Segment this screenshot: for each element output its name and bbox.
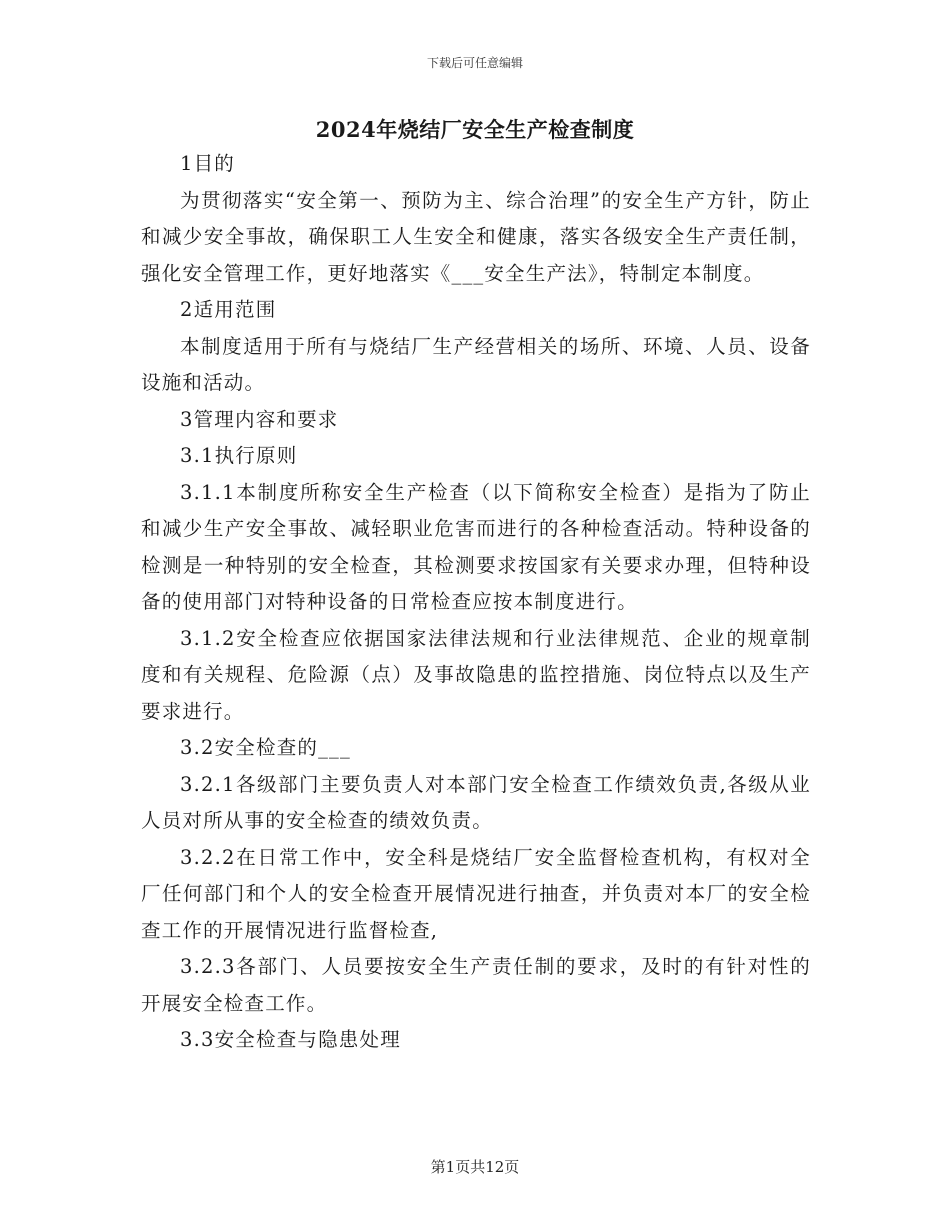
paragraph-3-2-3: 3.2.3各部门、人员要按安全生产责任制的要求，及时的有针对性的开展安全检查工作。 — [141, 955, 811, 1015]
paragraph-3-2-1: 3.2.1各级部门主要负责人对本部门安全检查工作绩效负责,各级从业人员对所从事的安全检查的绩效负责。 — [141, 772, 811, 832]
paragraph-section-1-heading: 1目的 — [180, 152, 236, 175]
paragraph-section-2-heading: 2适用范围 — [180, 298, 277, 321]
document-body — [141, 146, 811, 1059]
paragraph-scope: 本制度适用于所有与烧结厂生产经营相关的场所、环境、人员、设备设施和活动。 — [141, 334, 811, 394]
paragraph-section-3-1-heading: 3.1执行原则 — [180, 444, 298, 467]
paragraph-purpose: 为贯彻落实“安全第一、预防为主、综合治理”的安全生产方针，防止和减少安全事故，确保职工人生安全和健康，落实各级安全生产责任制，强化安全管理工作，更好地落实《___安全生产法》，特制定本制度。 — [141, 188, 811, 285]
paragraph-3-1-2: 3.1.2安全检查应依据国家法律法规和行业法律规范、企业的规章制度和有关规程、危险源（点）及事故隐患的监控措施、岗位特点以及生产要求进行。 — [141, 626, 811, 723]
paragraph-3-1-1: 3.1.1本制度所称安全生产检查（以下简称安全检查）是指为了防止和减少生产安全事故、减轻职业危害而进行的各种检查活动。特种设备的检测是一种特别的安全检查，其检测要求按国家有关要求办理，但特种设备的使用部门对特种设备的日常检查应按本制度进行。 — [141, 480, 811, 613]
page-header-note: 下载后可任意编辑 — [426, 56, 523, 70]
paragraph-section-3-heading: 3管理内容和要求 — [180, 407, 339, 431]
page-number-footer: 第1页共12页 — [430, 1158, 520, 1176]
paragraph-section-3-3-heading: 3.3安全检查与隐患处理 — [180, 1028, 401, 1051]
paragraph-3-2-2: 3.2.2在日常工作中，安全科是烧结厂安全监督检查机构，有权对全厂任何部门和个人的安全检查开展情况进行抽查，并负责对本厂的安全检查工作的开展情况进行监督检查, — [141, 845, 811, 942]
paragraph-section-3-2-heading: 3.2安全检查的___ — [180, 736, 351, 759]
document-title: 2024年烧结厂安全生产检查制度 — [315, 117, 635, 142]
